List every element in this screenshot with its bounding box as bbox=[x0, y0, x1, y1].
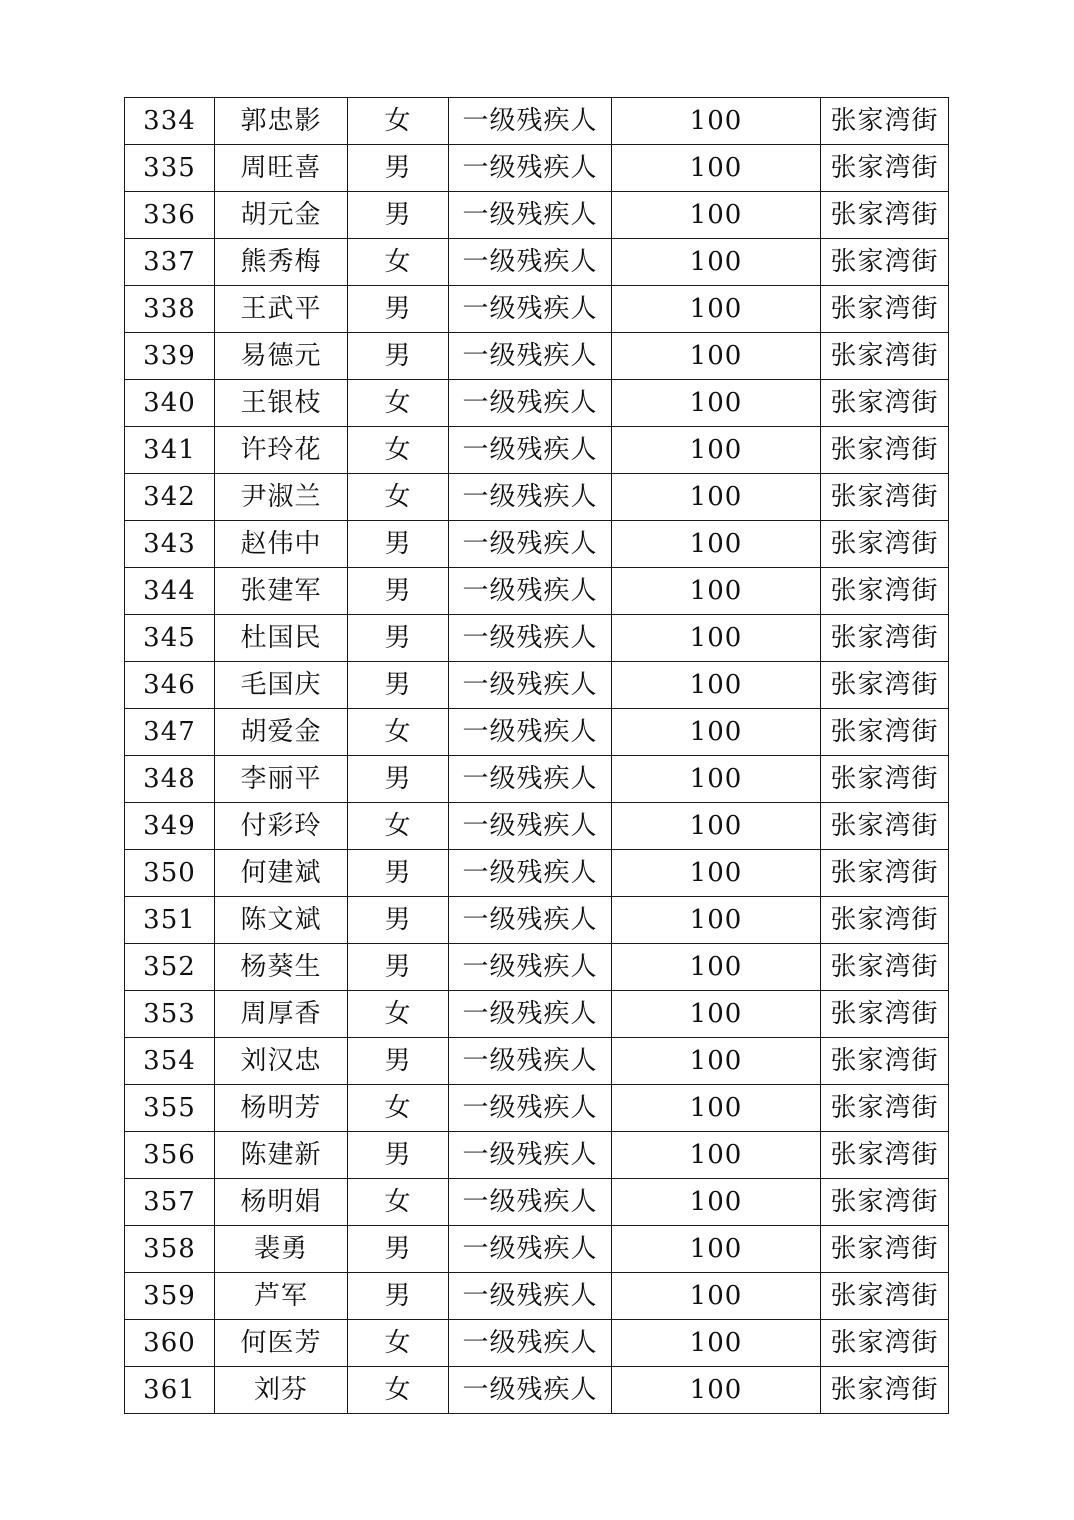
category-cell: 一级残疾人 bbox=[449, 474, 612, 521]
street-cell: 张家湾街 bbox=[821, 98, 949, 145]
gender-cell: 女 bbox=[348, 474, 449, 521]
street-cell: 张家湾街 bbox=[821, 427, 949, 474]
table-row bbox=[125, 1367, 949, 1414]
gender-cell: 女 bbox=[348, 803, 449, 850]
table-row bbox=[125, 333, 949, 380]
table-row bbox=[125, 1038, 949, 1085]
category-cell: 一级残疾人 bbox=[449, 1273, 612, 1320]
street-cell: 张家湾街 bbox=[821, 1273, 949, 1320]
name-cell: 赵伟中 bbox=[215, 521, 348, 568]
gender-cell: 男 bbox=[348, 850, 449, 897]
table-row bbox=[125, 98, 949, 145]
serial-number-cell: 337 bbox=[125, 239, 215, 286]
amount-cell: 100 bbox=[612, 192, 821, 239]
gender-cell: 男 bbox=[348, 192, 449, 239]
street-cell: 张家湾街 bbox=[821, 662, 949, 709]
amount-cell: 100 bbox=[612, 991, 821, 1038]
name-cell: 刘汉忠 bbox=[215, 1038, 348, 1085]
name-cell: 陈文斌 bbox=[215, 897, 348, 944]
amount-cell: 100 bbox=[612, 850, 821, 897]
gender-cell: 男 bbox=[348, 1132, 449, 1179]
street-cell: 张家湾街 bbox=[821, 756, 949, 803]
serial-number-cell: 340 bbox=[125, 380, 215, 427]
amount-cell: 100 bbox=[612, 333, 821, 380]
gender-cell: 女 bbox=[348, 709, 449, 756]
street-cell: 张家湾街 bbox=[821, 1179, 949, 1226]
category-cell: 一级残疾人 bbox=[449, 709, 612, 756]
category-cell: 一级残疾人 bbox=[449, 615, 612, 662]
table-row bbox=[125, 474, 949, 521]
gender-cell: 女 bbox=[348, 1320, 449, 1367]
table-row bbox=[125, 380, 949, 427]
category-cell: 一级残疾人 bbox=[449, 662, 612, 709]
amount-cell: 100 bbox=[612, 286, 821, 333]
street-cell: 张家湾街 bbox=[821, 850, 949, 897]
gender-cell: 女 bbox=[348, 380, 449, 427]
amount-cell: 100 bbox=[612, 1179, 821, 1226]
serial-number-cell: 358 bbox=[125, 1226, 215, 1273]
serial-number-cell: 334 bbox=[125, 98, 215, 145]
street-cell: 张家湾街 bbox=[821, 615, 949, 662]
name-cell: 陈建新 bbox=[215, 1132, 348, 1179]
name-cell: 李丽平 bbox=[215, 756, 348, 803]
table-row bbox=[125, 521, 949, 568]
street-cell: 张家湾街 bbox=[821, 1320, 949, 1367]
name-cell: 易德元 bbox=[215, 333, 348, 380]
name-cell: 何建斌 bbox=[215, 850, 348, 897]
street-cell: 张家湾街 bbox=[821, 192, 949, 239]
name-cell: 张建军 bbox=[215, 568, 348, 615]
street-cell: 张家湾街 bbox=[821, 380, 949, 427]
serial-number-cell: 352 bbox=[125, 944, 215, 991]
serial-number-cell: 345 bbox=[125, 615, 215, 662]
street-cell: 张家湾街 bbox=[821, 568, 949, 615]
gender-cell: 男 bbox=[348, 944, 449, 991]
category-cell: 一级残疾人 bbox=[449, 850, 612, 897]
name-cell: 王武平 bbox=[215, 286, 348, 333]
gender-cell: 男 bbox=[348, 615, 449, 662]
street-cell: 张家湾街 bbox=[821, 333, 949, 380]
gender-cell: 女 bbox=[348, 239, 449, 286]
category-cell: 一级残疾人 bbox=[449, 427, 612, 474]
table-row bbox=[125, 850, 949, 897]
street-cell: 张家湾街 bbox=[821, 944, 949, 991]
gender-cell: 男 bbox=[348, 333, 449, 380]
name-cell: 芦军 bbox=[215, 1273, 348, 1320]
gender-cell: 男 bbox=[348, 662, 449, 709]
street-cell: 张家湾街 bbox=[821, 1367, 949, 1414]
amount-cell: 100 bbox=[612, 1132, 821, 1179]
serial-number-cell: 348 bbox=[125, 756, 215, 803]
street-cell: 张家湾街 bbox=[821, 1085, 949, 1132]
serial-number-cell: 341 bbox=[125, 427, 215, 474]
street-cell: 张家湾街 bbox=[821, 1038, 949, 1085]
name-cell: 何医芳 bbox=[215, 1320, 348, 1367]
name-cell: 胡爱金 bbox=[215, 709, 348, 756]
name-cell: 许玲花 bbox=[215, 427, 348, 474]
amount-cell: 100 bbox=[612, 474, 821, 521]
name-cell: 杨葵生 bbox=[215, 944, 348, 991]
category-cell: 一级残疾人 bbox=[449, 98, 612, 145]
table-row bbox=[125, 944, 949, 991]
street-cell: 张家湾街 bbox=[821, 1132, 949, 1179]
name-cell: 熊秀梅 bbox=[215, 239, 348, 286]
gender-cell: 男 bbox=[348, 897, 449, 944]
gender-cell: 男 bbox=[348, 145, 449, 192]
street-cell: 张家湾街 bbox=[821, 239, 949, 286]
name-cell: 杨明芳 bbox=[215, 1085, 348, 1132]
name-cell: 周旺喜 bbox=[215, 145, 348, 192]
table-row bbox=[125, 1273, 949, 1320]
amount-cell: 100 bbox=[612, 1085, 821, 1132]
serial-number-cell: 353 bbox=[125, 991, 215, 1038]
gender-cell: 男 bbox=[348, 1038, 449, 1085]
table-row bbox=[125, 1179, 949, 1226]
gender-cell: 男 bbox=[348, 1226, 449, 1273]
name-cell: 王银枝 bbox=[215, 380, 348, 427]
serial-number-cell: 351 bbox=[125, 897, 215, 944]
category-cell: 一级残疾人 bbox=[449, 192, 612, 239]
street-cell: 张家湾街 bbox=[821, 286, 949, 333]
gender-cell: 女 bbox=[348, 1367, 449, 1414]
amount-cell: 100 bbox=[612, 615, 821, 662]
serial-number-cell: 335 bbox=[125, 145, 215, 192]
name-cell: 尹淑兰 bbox=[215, 474, 348, 521]
category-cell: 一级残疾人 bbox=[449, 286, 612, 333]
name-cell: 裴勇 bbox=[215, 1226, 348, 1273]
serial-number-cell: 347 bbox=[125, 709, 215, 756]
gender-cell: 男 bbox=[348, 521, 449, 568]
serial-number-cell: 357 bbox=[125, 1179, 215, 1226]
serial-number-cell: 356 bbox=[125, 1132, 215, 1179]
street-cell: 张家湾街 bbox=[821, 474, 949, 521]
amount-cell: 100 bbox=[612, 239, 821, 286]
name-cell: 毛国庆 bbox=[215, 662, 348, 709]
amount-cell: 100 bbox=[612, 1226, 821, 1273]
category-cell: 一级残疾人 bbox=[449, 568, 612, 615]
table-row bbox=[125, 192, 949, 239]
gender-cell: 男 bbox=[348, 568, 449, 615]
serial-number-cell: 355 bbox=[125, 1085, 215, 1132]
table-row bbox=[125, 568, 949, 615]
amount-cell: 100 bbox=[612, 662, 821, 709]
name-cell: 杨明娟 bbox=[215, 1179, 348, 1226]
roster-table-body bbox=[125, 98, 949, 1414]
category-cell: 一级残疾人 bbox=[449, 1132, 612, 1179]
street-cell: 张家湾街 bbox=[821, 803, 949, 850]
roster-table bbox=[124, 97, 949, 1414]
serial-number-cell: 344 bbox=[125, 568, 215, 615]
serial-number-cell: 338 bbox=[125, 286, 215, 333]
amount-cell: 100 bbox=[612, 756, 821, 803]
category-cell: 一级残疾人 bbox=[449, 333, 612, 380]
category-cell: 一级残疾人 bbox=[449, 1179, 612, 1226]
table-row bbox=[125, 1085, 949, 1132]
category-cell: 一级残疾人 bbox=[449, 991, 612, 1038]
amount-cell: 100 bbox=[612, 98, 821, 145]
name-cell: 杜国民 bbox=[215, 615, 348, 662]
serial-number-cell: 350 bbox=[125, 850, 215, 897]
table-row bbox=[125, 1226, 949, 1273]
gender-cell: 男 bbox=[348, 756, 449, 803]
category-cell: 一级残疾人 bbox=[449, 803, 612, 850]
amount-cell: 100 bbox=[612, 1367, 821, 1414]
category-cell: 一级残疾人 bbox=[449, 944, 612, 991]
serial-number-cell: 354 bbox=[125, 1038, 215, 1085]
category-cell: 一级残疾人 bbox=[449, 521, 612, 568]
street-cell: 张家湾街 bbox=[821, 991, 949, 1038]
serial-number-cell: 359 bbox=[125, 1273, 215, 1320]
amount-cell: 100 bbox=[612, 944, 821, 991]
amount-cell: 100 bbox=[612, 1273, 821, 1320]
category-cell: 一级残疾人 bbox=[449, 1367, 612, 1414]
table-row bbox=[125, 1132, 949, 1179]
serial-number-cell: 342 bbox=[125, 474, 215, 521]
table-row bbox=[125, 756, 949, 803]
gender-cell: 女 bbox=[348, 427, 449, 474]
serial-number-cell: 361 bbox=[125, 1367, 215, 1414]
street-cell: 张家湾街 bbox=[821, 145, 949, 192]
serial-number-cell: 346 bbox=[125, 662, 215, 709]
amount-cell: 100 bbox=[612, 427, 821, 474]
table-row bbox=[125, 145, 949, 192]
gender-cell: 女 bbox=[348, 98, 449, 145]
name-cell: 胡元金 bbox=[215, 192, 348, 239]
category-cell: 一级残疾人 bbox=[449, 756, 612, 803]
gender-cell: 女 bbox=[348, 991, 449, 1038]
serial-number-cell: 339 bbox=[125, 333, 215, 380]
serial-number-cell: 349 bbox=[125, 803, 215, 850]
name-cell: 刘芬 bbox=[215, 1367, 348, 1414]
gender-cell: 男 bbox=[348, 286, 449, 333]
name-cell: 郭忠影 bbox=[215, 98, 348, 145]
amount-cell: 100 bbox=[612, 1038, 821, 1085]
amount-cell: 100 bbox=[612, 897, 821, 944]
street-cell: 张家湾街 bbox=[821, 709, 949, 756]
serial-number-cell: 343 bbox=[125, 521, 215, 568]
table-row bbox=[125, 991, 949, 1038]
table-row bbox=[125, 803, 949, 850]
amount-cell: 100 bbox=[612, 803, 821, 850]
table-row bbox=[125, 286, 949, 333]
table-row bbox=[125, 427, 949, 474]
category-cell: 一级残疾人 bbox=[449, 380, 612, 427]
category-cell: 一级残疾人 bbox=[449, 1038, 612, 1085]
table-row bbox=[125, 662, 949, 709]
gender-cell: 女 bbox=[348, 1085, 449, 1132]
category-cell: 一级残疾人 bbox=[449, 1085, 612, 1132]
category-cell: 一级残疾人 bbox=[449, 145, 612, 192]
name-cell: 付彩玲 bbox=[215, 803, 348, 850]
name-cell: 周厚香 bbox=[215, 991, 348, 1038]
category-cell: 一级残疾人 bbox=[449, 1320, 612, 1367]
serial-number-cell: 360 bbox=[125, 1320, 215, 1367]
street-cell: 张家湾街 bbox=[821, 1226, 949, 1273]
gender-cell: 女 bbox=[348, 1179, 449, 1226]
category-cell: 一级残疾人 bbox=[449, 239, 612, 286]
table-row bbox=[125, 239, 949, 286]
category-cell: 一级残疾人 bbox=[449, 1226, 612, 1273]
amount-cell: 100 bbox=[612, 380, 821, 427]
table-row bbox=[125, 615, 949, 662]
amount-cell: 100 bbox=[612, 145, 821, 192]
serial-number-cell: 336 bbox=[125, 192, 215, 239]
street-cell: 张家湾街 bbox=[821, 521, 949, 568]
category-cell: 一级残疾人 bbox=[449, 897, 612, 944]
table-row bbox=[125, 897, 949, 944]
table-row bbox=[125, 1320, 949, 1367]
amount-cell: 100 bbox=[612, 521, 821, 568]
amount-cell: 100 bbox=[612, 709, 821, 756]
table-row bbox=[125, 709, 949, 756]
amount-cell: 100 bbox=[612, 568, 821, 615]
amount-cell: 100 bbox=[612, 1320, 821, 1367]
street-cell: 张家湾街 bbox=[821, 897, 949, 944]
gender-cell: 男 bbox=[348, 1273, 449, 1320]
